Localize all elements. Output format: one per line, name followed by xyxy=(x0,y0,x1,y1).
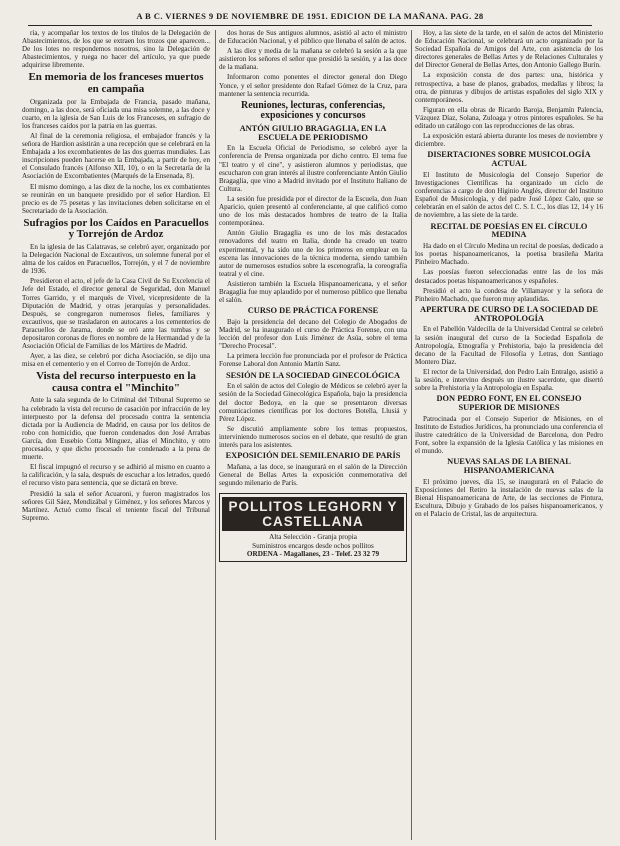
article-headline: CURSO DE PRÁCTICA FORENSE xyxy=(247,306,379,316)
article-paragraph: dos horas de Sus antiguos alumnos, asistió al acto el ministro de Educación Nacional, y el público que llenaba el salón de actos. xyxy=(219,29,407,46)
article-paragraph: Mañana, a las doce, se inaugurará en el salón de la Dirección General de Bellas Artes la exposición conmemorativa del segundo milenario de París. xyxy=(219,462,407,488)
article-paragraph: El próximo jueves, día 15, se inaugurará en el Palacio de Exposiciones del Retiro la instalación de nuevas salas de la Bienal Hispanoamericana de Arte, de las secciones de Pintura, Escultura, Dibujo y Grabado de los países hispanoamericanos, y en el Palacio de Cristal, las de arquitectura. xyxy=(415,477,603,519)
article-paragraph: En la iglesia de las Calatravas, se celebró ayer, organizado por la Delegación Nacional de Excautivos, un solemne funeral por el alma de los caídos en Paracuellos, Torrejón, y el 7 de noviembre de 1936. xyxy=(22,242,210,276)
article-paragraph: Informaron como ponentes el director general don Diego Yonce, y el señor presidente don Rafael Gómez de la Cruz, para mantener la sentencia recurrida. xyxy=(219,73,407,98)
article-paragraph: Se discutió ampliamente sobre los temas propuestos, interviniendo numerosos socios en el debate, que resultó de gran interés para los asistentes. xyxy=(219,424,407,449)
article-paragraph: A las diez y media de la mañana se celebró la sesión a la que asistieron los señores el señor que presidió la sesión, y a las doce de la mañana. xyxy=(219,47,407,72)
article-headline: DON PEDRO FONT, EN EL CONSEJO SUPERIOR DE MISIONES xyxy=(436,394,582,412)
article-paragraph: Presidió el acto la condesa de Villamayor y la señora de Pinheiro Machado, que fueron muy aplaudidas. xyxy=(415,286,603,303)
article-paragraph: Ha dado en el Círculo Medina un recital de poesías, dedicado a los poetas hispanoamericanos, la poetisa brasileña Marita Pinheiro Machado. xyxy=(415,242,603,267)
article-paragraph: Hoy, a las siete de la tarde, en el salón de actos del Ministerio de Educación Nacional, se celebrará un acto organizado por la Sociedad Española de Amigos del Arte, con asistencia de los directores generales de Bellas Artes y de Relaciones Culturales y del Director General de Bellas Artes, don Antonio Gallego Burín. xyxy=(415,29,603,70)
article-headline: Reuniones, lecturas, conferencias, exposiciones y concursos xyxy=(241,99,385,122)
article-headline: Sufragios por los Caídos en Paracuellos y Torrejón de Ardoz xyxy=(23,216,209,241)
article-paragraph: La exposición estará abierta durante los meses de noviembre y diciembre. xyxy=(415,132,603,149)
poultry-advertisement xyxy=(219,493,407,562)
article-headline: APERTURA DE CURSO DE LA SOCIEDAD DE ANTROPOLOGÍA xyxy=(420,304,598,323)
article-paragraph: Ayer, a las diez, se celebró por dicha Asociación, se dijo una misa en el cementerio y en el Correo de Torrejón de Ardoz. xyxy=(22,352,210,369)
article-paragraph: Presidió la sala el señor Acuaroni, y fueron magistrados los señores Gil Sáez, Mendizábal y Giménez, y los señores Marcos y Martínez. Actuó como fiscal el teniente fiscal del Tribunal Supremo. xyxy=(22,489,210,522)
article-headline: EXPOSICIÓN DEL SEMILENARIO DE PARÍS xyxy=(225,451,401,461)
ad-line: Suministros encargos desde ochos pollitos xyxy=(252,541,374,550)
article-paragraph: El fiscal impugnó el recurso y se adhirió al mismo en cuanto a la calificación, y la sala, después de escuchar a los letrados, quedó el recurso visto para sentencia, que se dictará en breve. xyxy=(22,463,210,488)
article-headline: NUEVAS SALAS DE LA BIENAL HISPANOAMERICANA xyxy=(447,457,571,476)
article-headline: SESIÓN DE LA SOCIEDAD GINECOLÓGICA xyxy=(225,370,401,380)
article-paragraph: Figuran en ella obras de Ricardo Baroja, Benjamín Palencia, Vázquez Díaz, Solana, Zuloaga y otros pintores españoles. Se ha editado un catálogo con las reproducciones de las obras. xyxy=(415,105,603,131)
article-paragraph: Ante la sala segunda de lo Criminal del Tribunal Supremo se ha celebrado la vista del recurso de casación por infracción de ley interpuesto por la defensa del procesado contra la sentencia dictada por la Audiencia de Madrid, en causa por los delitos de robo con homicidio, que fueron condenados don José Arrabas García, don Eusebio Cotta Mínguez, alias el Minchito, y otro procesado, y que dicho procesado fue condenado a la pena de muerte. xyxy=(22,396,210,462)
article-paragraph: ría, y acompañar los textos de los títulos de la Delegación de Abastecimientos, de los que se extraen los trozos que aparecen... De los lotes no respondemos nosotros, sino la Delegación de Abastecimientos, y ruega no hacer del artículo, ya que puede adquirirse libremente. xyxy=(22,29,210,70)
article-paragraph: En el salón de actos del Colegio de Médicos se celebró ayer la sesión de la Sociedad Ginecológica Española, bajo la presidencia del doctor Bedoya, en la que se presentaron diversas comunicaciones científicas por los doctores Botella, Llusiá y Pérez López. xyxy=(219,382,407,423)
article-headline: Vista del recurso interpuesto en la causa contra el "Minchito" xyxy=(36,370,196,394)
article-paragraph: En el Pabellón Valdecilla de la Universidad Central se celebró la sesión inaugural del curso de la Sociedad Española de Antropología, Etnografía y Prehistoria, bajo la presidencia del decano de la Facultad de Filosofía y Letras, don Santiago Montero Díaz. xyxy=(415,325,603,366)
page-header: A B C. VIERNES 9 DE NOVIEMBRE DE 1951. EDICION DE LA MAÑANA. PAG. 28 xyxy=(28,11,592,26)
article-paragraph: El Instituto de Musicología del Consejo Superior de Investigaciones Científicas ha organizado un ciclo de conferencias a cargo de don Higinio Anglés, director del Instituto Español de Musicología, y del padre José López Calo, que se celebrarán en el salón de actos del C. S. I. C., los días 12, 14 y 16 de noviembre, a las siete de la tarde. xyxy=(415,170,603,220)
article-headline: DISERTACIONES SOBRE MUSICOLOGÍA ACTUAL xyxy=(427,150,591,169)
article-paragraph: La primera lección fue pronunciada por el profesor de Práctica Forense Laboral don Antonio Martín Sanz. xyxy=(219,352,407,369)
article-paragraph: Antón Giulio Bragaglia es uno de los más destacados renovadores del teatro en Italia, donde ha creado un teatro experimental, y ha sido uno de los primeros en emplear en la escena las innovaciones de la técnica moderna, siendo también autor de numerosos estudios sobre la escenografía, la coreografía teatral y el cine. xyxy=(219,229,407,278)
ad-line: ORDENA - Magallanes, 23 - Telef. 23 32 79 xyxy=(246,550,380,559)
ad-title: POLLITOS LEGHORN Y CASTELLANA xyxy=(222,497,404,531)
article-paragraph: El rector de la Universidad, don Pedro Laín Entralgo, asistió a la sesión, e intervino después un ilustre sacerdote, que disertó sobre la Prehistoria y la Antropología en España. xyxy=(415,367,603,393)
article-paragraph: En la Escuela Oficial de Periodismo, se celebró ayer la conferencia de Prensa organizada por dicho centro. El tema fue "El teatro y el cine", y asistieron alumnos y periodistas, que escucharon con gran interés al ilustre conferenciante Antón Giulio Bragaglia, que vino a Madrid invitado por el Instituto Italiano de Cultura. xyxy=(219,144,407,193)
ad-line: Alta Selección - Granja propia xyxy=(269,533,357,542)
column-left xyxy=(22,29,210,841)
column-rule-right xyxy=(411,30,412,840)
article-paragraph: Al final de la ceremonia religiosa, el embajador francés y la señora de Hardion asistirán a una recepción que se celebrará en la Embajada a los excombatientes de las dos guerras mundiales. Las inscripciones pueden hacerse en la Embajada, a partir de hoy, en el Consulado francés (Alfonso XII, 10), o en la Secretaría de la Asociación de Excombatientes (Marqués de la Ensenada, 8). xyxy=(22,131,210,181)
article-paragraph: La sesión fue presidida por el director de la Escuela, don Juan Aparicio, quien presentó al conferenciante, al que calificó como uno de los más destacados hombres de teatro de la Italia contemporánea. xyxy=(219,194,407,228)
column-rule-left xyxy=(215,30,216,840)
column-right xyxy=(415,29,603,841)
article-paragraph: El mismo domingo, a las diez de la noche, los ex combatientes se reunirán en un banquete presidido por el señor Hardion. El precio es de 75 pesetas y las invitaciones deben solicitarse en el Secretariado de la Asociación. xyxy=(22,182,210,215)
article-paragraph: Bajo la presidencia del decano del Colegio de Abogados de Madrid, se ha inaugurado el curso de Práctica Forense, con una lección del profesor don Luis Jiménez de Asúa, sobre el tema "Derecho Procesal". xyxy=(219,317,407,351)
article-headline: En memoria de los franceses muertos en campaña xyxy=(28,71,204,96)
article-headline: ANTÓN GIULIO BRAGAGLIA, EN LA ESCUELA DE PERIODISMO xyxy=(239,123,387,142)
article-paragraph: Las poesías fueron seleccionadas entre las de los más destacados poetas hispanoamericanos y españoles. xyxy=(415,268,603,285)
article-paragraph: Patrocinada por el Consejo Superior de Misiones, en el Instituto de Estudios Jurídicos, ha pronunciado una conferencia el ilustre catedrático de la Universidad de Barcelona, don Pedro Font, sobre la expansión de la Iglesia Católica y las misiones en el mundo. xyxy=(415,414,603,456)
article-headline: RECITAL DE POESÍAS EN EL CÍRCULO MEDINA xyxy=(430,221,588,240)
article-paragraph: Organizada por la Embajada de Francia, pasado mañana, domingo, a las doce, será oficiada una misa solemne, a las doce y cuarto, en la iglesia de San Luis de los Franceses, en sufragio de los franceses caídos por la patria en las guerras. xyxy=(22,97,210,130)
article-paragraph: Presidieron el acto, el jefe de la Casa Civil de Su Excelencia el Jefe del Estado, el director general de Seguridad, don Manuel Torres Garrido, y el marqués de Vivel, vicepresidente de la Diputación de Madrid, y otras jerarquías y personalidades. Después, se congregaron numerosos fieles, familiares y excautivos, que se trasladaron en autocares a los cementerios de Paracuellos de Jarama, donde se oró ante las tumbas y se depositaron coronas de flores en nombre de la Hermandad y de la Asociación Oficial de Familias de los Mártires de Madrid. xyxy=(22,277,210,351)
article-paragraph: Asistieron también la Escuela Hispanoamericana, y el señor Bragaglia fue muy aplaudido por el numeroso público que llenaba el salón. xyxy=(219,279,407,305)
column-middle xyxy=(219,29,407,841)
article-paragraph: La exposición consta de dos partes: una, histórica y retrospectiva, a base de planos, grabados, medallas y libros; la otra, de pinturas y dibujos de artistas españoles del siglo XIX y contemporáneos. xyxy=(415,71,603,104)
